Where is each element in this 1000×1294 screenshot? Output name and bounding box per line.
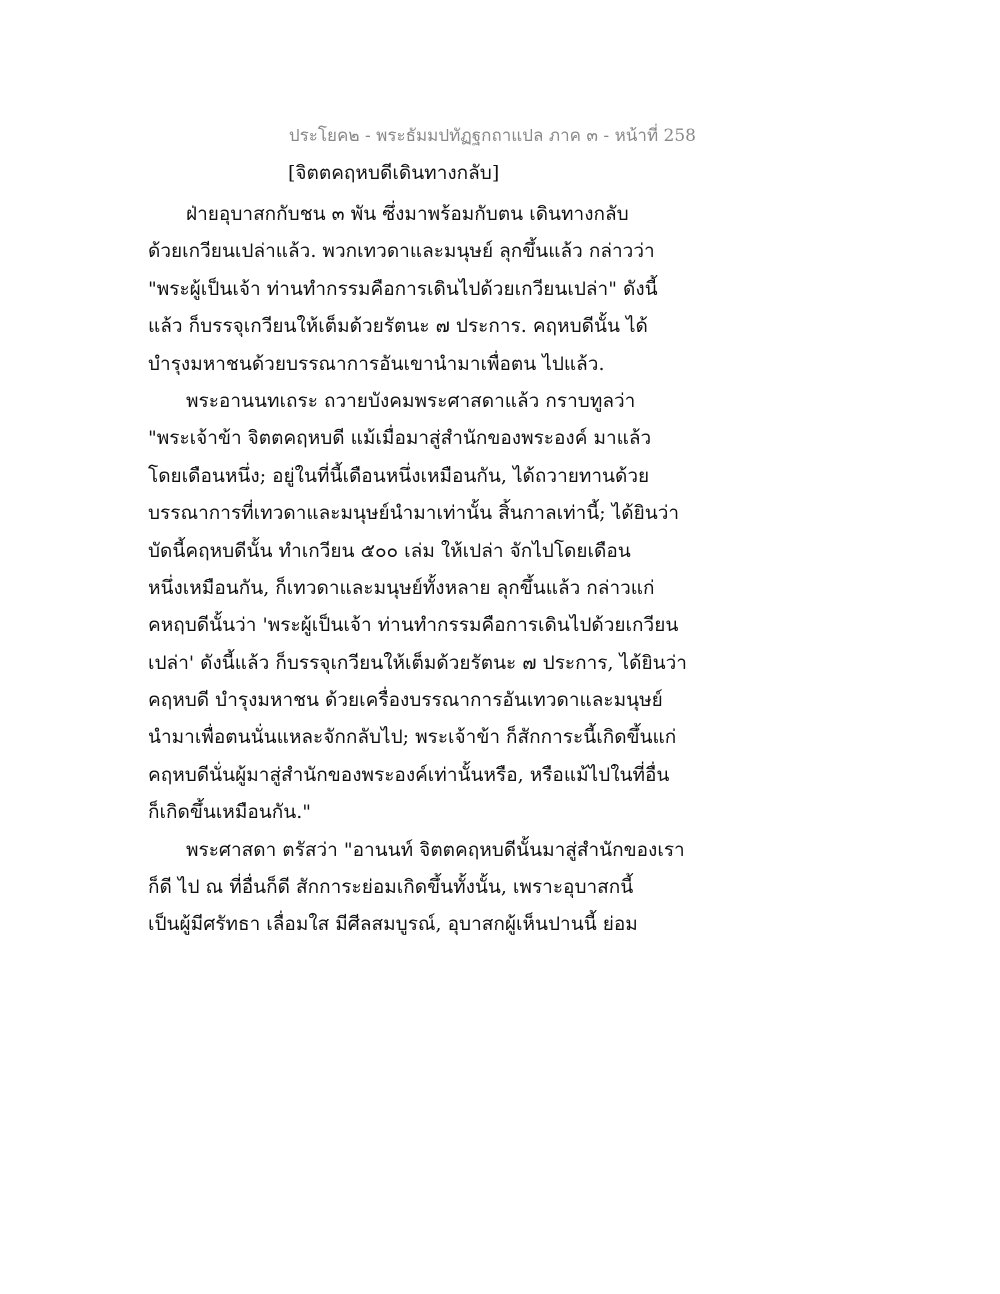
text-line: ด้วยเกวียนเปล่าแล้ว. พวกเทวดาและมนุษย์ ลุกขึ้นแล้ว กล่าวว่า (148, 240, 655, 263)
text-line: "พระผู้เป็นเจ้า ท่านทำกรรมคือการเดินไปด้วยเกวียนเปล่า" ดังนี้ (148, 277, 658, 300)
text-line: ก็เกิดขึ้นเหมือนกัน." (148, 801, 312, 824)
text-line: หนึ่งเหมือนกัน, ก็เทวดาและมนุษย์ทั้งหลาย ลุกขึ้นแล้ว กล่าวแก่ (148, 576, 655, 599)
text-line: โดยเดือนหนึ่ง; อยู่ในที่นี้เดือนหนึ่งเหมือนกัน, ได้ถวายทานด้วย (148, 464, 650, 487)
text-line: คฤหบดีนั่นผู้มาสู่สำนักของพระองค์เท่านั้นหรือ, หรือแม้ไปในที่อื่น (148, 763, 670, 786)
text-line: บรรณาการที่เทวดาและมนุษย์นำมาเท่านั้น สิ้นกาลเท่านี้; ได้ยินว่า (148, 502, 680, 525)
text-line: ก็ดี ไป ณ ที่อื่นก็ดี สักการะย่อมเกิดขึ้นทั้งนั้น, เพราะอุบาสกนี้ (148, 876, 634, 899)
text-line: บัดนี้คฤหบดีนั้น ทำเกวียน ๕๐๐ เล่ม ให้เปล่า จักไปโดยเดือน (148, 539, 631, 562)
text-line: "พระเจ้าข้า จิตตคฤหบดี แม้เมื่อมาสู่สำนักของพระองค์ มาแล้ว (148, 427, 652, 450)
text-line: นำมาเพื่อตนนั่นแหละจักกลับไป; พระเจ้าข้า ก็สักการะนี้เกิดขึ้นแก่ (148, 726, 677, 749)
text-line: เป็นผู้มีศรัทธา เลื่อมใส มีศีลสมบูรณ์, อุบาสกผู้เห็นปานนี้ ย่อม (148, 913, 638, 936)
text-line: บำรุงมหาชนด้วยบรรณาการอันเขานำมาเพื่อตน ไปแล้ว. (148, 352, 605, 375)
section-title: [จิตตคฤหบดีเดินทางกลับ] (288, 162, 500, 184)
text-line: คฤหบดี บำรุงมหาชน ด้วยเครื่องบรรณาการอันเทวดาและมนุษย์ (148, 689, 663, 712)
text-line: เปล่า' ดังนี้แล้ว ก็บรรจุเกวียนให้เต็มด้วยรัตนะ ๗ ประการ, ได้ยินว่า (148, 651, 687, 674)
text-line: คหฤบดีนั้นว่า 'พระผู้เป็นเจ้า ท่านทำกรรมคือการเดินไปด้วยเกวียน (148, 614, 679, 637)
body-text (148, 196, 708, 944)
text-line: พระอานนทเถระ ถวายบังคมพระศาสดาแล้ว กราบทูลว่า (186, 389, 636, 412)
text-line: พระศาสดา ตรัสว่า "อานนท์ จิตตคฤหบดีนั้นมาสู่สำนักของเรา (186, 838, 685, 861)
text-line: แล้ว ก็บรรจุเกวียนให้เต็มด้วยรัตนะ ๗ ประการ. คฤหบดีนั้น ได้ (148, 315, 648, 338)
running-head: ประโยค๒ - พระธัมมปทัฏฐกถาแปล ภาค ๓ - หน้าที่ 258 (288, 126, 696, 146)
text-line: ฝ่ายอุบาสกกับชน ๓ พัน ซึ่งมาพร้อมกับตน เดินทางกลับ (186, 203, 629, 225)
